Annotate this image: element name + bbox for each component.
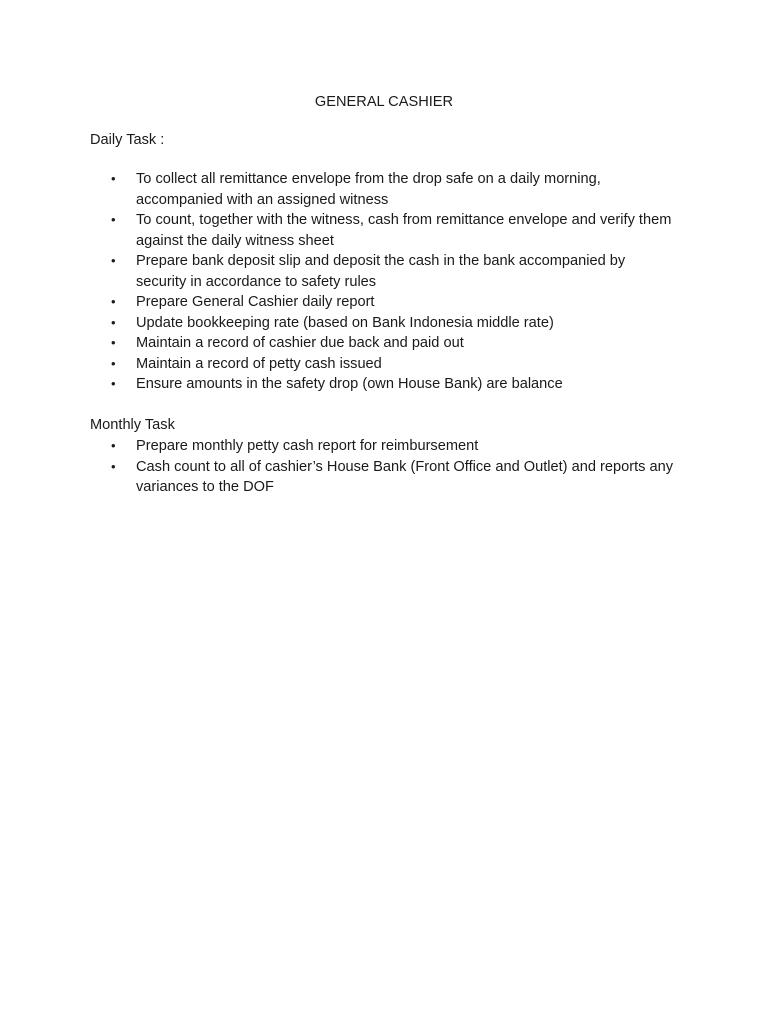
bullet-icon: • [111,335,116,350]
list-item [0,210,676,251]
list-item [0,457,676,498]
bullet-icon: • [111,376,116,391]
monthly-task-text: Cash count to all of cashier’s House Bank (Front Office and Outlet) and reports any variances to the DOF [136,458,674,495]
monthly-task-text: Prepare monthly petty cash report for reimbursement [136,438,479,454]
daily-task-text: Maintain a record of petty cash issued [136,355,382,372]
list-item [0,251,676,292]
list-item [0,374,676,395]
bullet-icon: • [111,438,116,453]
bullet-icon: • [111,171,116,186]
bullet-icon: • [111,212,116,227]
daily-task-text: Update bookkeeping rate (based on Bank Indonesia middle rate) [136,314,554,331]
daily-task-list [0,169,768,395]
list-item [0,292,676,313]
daily-task-text: Ensure amounts in the safety drop (own House Bank) are balance [136,376,563,392]
bullet-icon: • [111,355,116,371]
list-item [0,313,676,334]
daily-task-text: Prepare bank deposit slip and deposit the cash in the bank accompanied by security in accordance to safety rules [136,253,626,290]
document-title: GENERAL CASHIER [314,94,454,110]
bullet-icon: • [111,314,116,330]
daily-task-heading: Daily Task : [90,132,165,148]
list-item [0,169,676,210]
daily-task-text: Prepare General Cashier daily report [136,294,375,310]
daily-task-text: To count, together with the witness, cash from remittance envelope and verify them against the daily witness sheet [136,212,672,249]
monthly-task-list [0,436,768,498]
bullet-icon: • [111,294,116,309]
monthly-task-heading: Monthly Task [90,417,175,433]
daily-task-text: To collect all remittance envelope from the drop safe on a daily morning, accompanied with an assigned witness [136,171,601,208]
list-item [0,333,676,354]
bullet-icon: • [111,458,116,474]
list-item [0,436,676,457]
daily-task-text: Maintain a record of cashier due back and paid out [136,335,464,351]
list-item [0,354,676,375]
bullet-icon: • [111,253,116,268]
